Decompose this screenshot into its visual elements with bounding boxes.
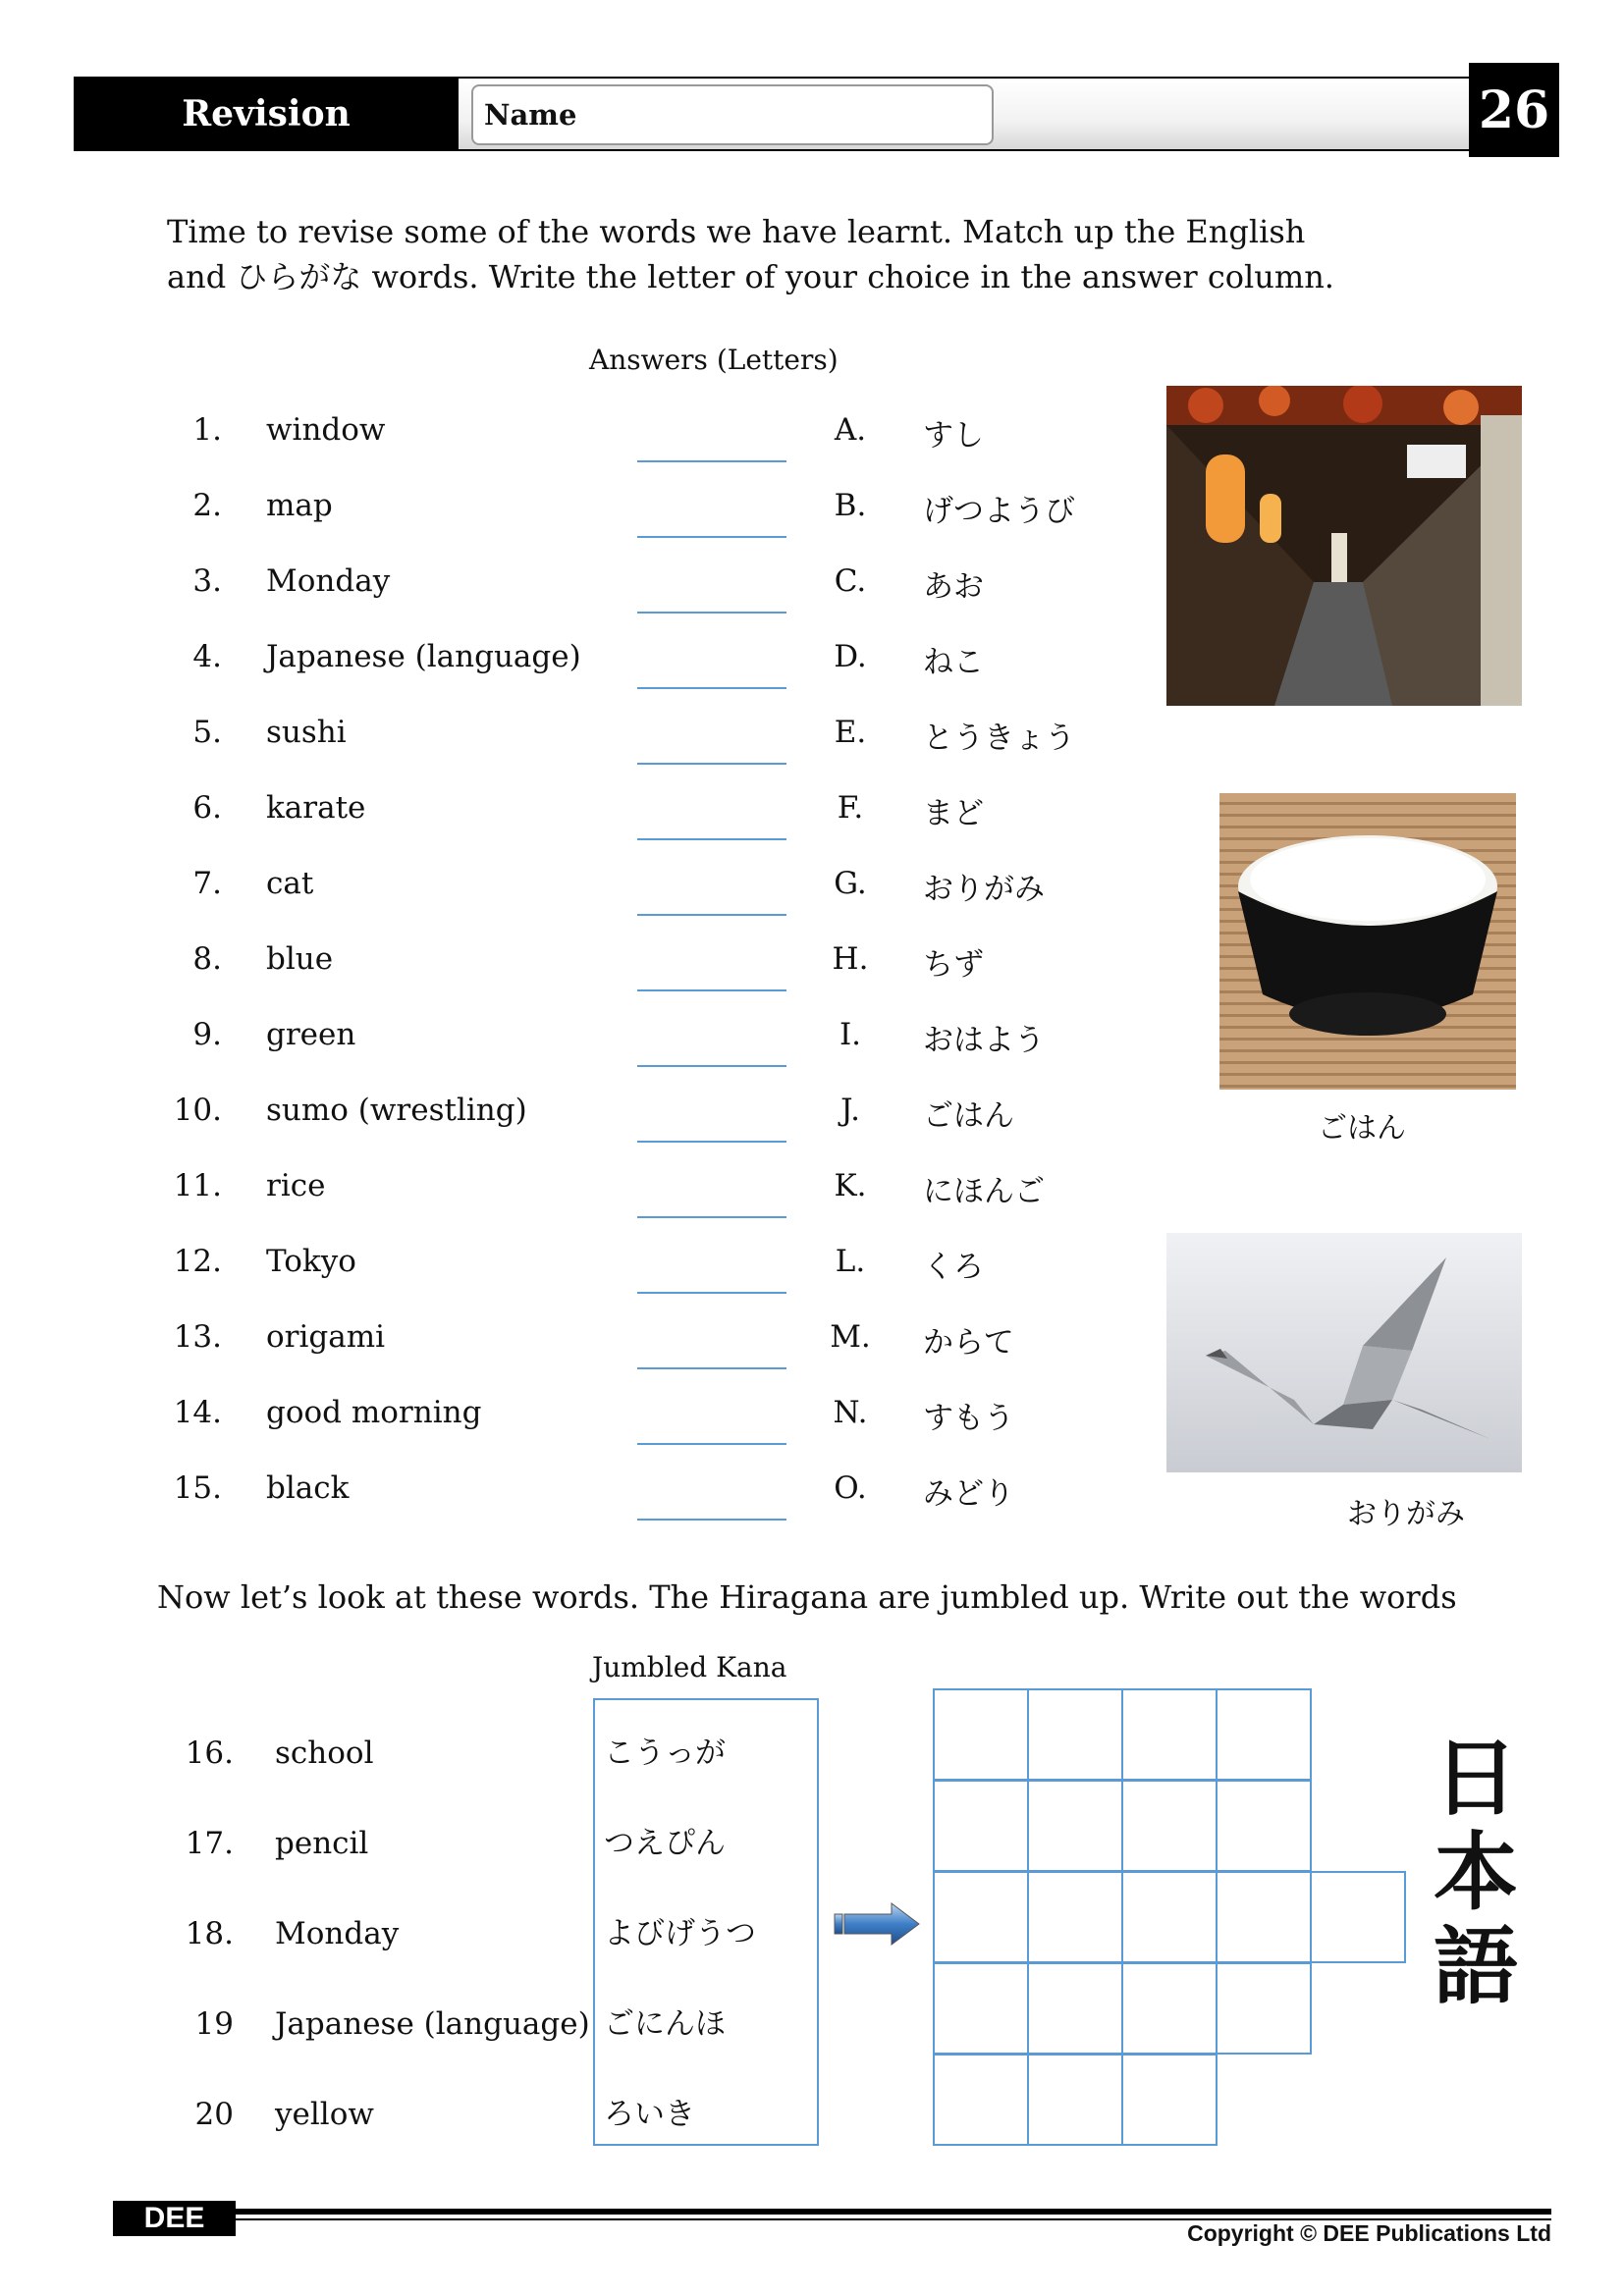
option-letter: M. [830,1319,871,1355]
option-letter: O. [834,1470,867,1506]
option-kana: にほんご [923,1174,1045,1209]
answer-cell[interactable] [1121,1962,1218,2055]
jumbled-kana: ろいき [604,2097,695,2132]
option-kana: とうきょう [923,721,1075,756]
item-number: 9. [192,1017,222,1052]
item-number: 7. [192,866,222,901]
english-word: Monday [275,1916,400,1951]
answer-line[interactable] [637,1367,786,1369]
answer-line[interactable] [637,1443,786,1445]
option-letter: I. [839,1017,862,1052]
answer-cell[interactable] [1027,2054,1123,2146]
answer-line[interactable] [637,1292,786,1294]
answer-cell[interactable] [1121,2054,1218,2146]
footer-rule [236,2209,1551,2215]
option-kana: ごはん [923,1098,1014,1134]
english-word: blue [266,941,334,977]
item-number: 19 [194,2006,234,2042]
kanji-char: 日 [1434,1729,1518,1828]
answer-line[interactable] [637,989,786,991]
english-word: yellow [275,2097,374,2132]
answer-line[interactable] [637,1141,786,1143]
english-word: Japanese (language) [266,639,581,674]
kanji-char: 本 [1434,1823,1518,1922]
intro-line-2: and ひらがな words. Write the letter of your choice in the answer column. [167,258,1334,295]
english-word: black [266,1470,350,1506]
answer-line[interactable] [637,1216,786,1218]
publisher-logo: DEE [113,2201,236,2236]
option-letter: E. [834,715,867,750]
option-kana: おりがみ [923,872,1045,907]
jumbled-kana: こうっが [604,1735,726,1771]
english-word: window [266,412,386,448]
english-word: origami [266,1319,386,1355]
item-number: 6. [192,790,222,826]
answer-cell[interactable] [933,1688,1029,1781]
option-kana: まど [923,796,984,831]
answer-cell[interactable] [1027,1871,1123,1963]
origami-caption: おりがみ [1347,1497,1465,1531]
item-number: 4. [192,639,222,674]
option-kana: すし [923,418,984,454]
english-word: Monday [266,563,391,599]
answer-cell[interactable] [1216,1962,1312,2055]
option-letter: B. [834,488,867,523]
answer-cell[interactable] [1027,1688,1123,1781]
answer-cell[interactable] [933,2054,1029,2146]
answer-cell[interactable] [1121,1780,1218,1872]
english-word: school [275,1735,374,1771]
item-number: 8. [192,941,222,977]
jumbled-kana: ごにんほ [604,2006,726,2042]
header-title: Revision [182,93,351,134]
answer-line[interactable] [637,1065,786,1067]
item-number: 2. [192,488,222,523]
answer-cell[interactable] [1121,1688,1218,1781]
answer-cell[interactable] [1121,1871,1218,1963]
english-word: karate [266,790,366,826]
answer-cell[interactable] [933,1780,1029,1872]
english-word: green [266,1017,356,1052]
answer-cell[interactable] [1027,1962,1123,2055]
jumbled-kana: よびげうつ [604,1916,756,1951]
section2-instruction: Now let’s look at these words. The Hiragana are jumbled up. Write out the words [157,1578,1457,1616]
item-number: 12. [173,1244,222,1279]
option-letter: J. [840,1093,860,1128]
rice-bowl-photo [1219,793,1516,1090]
answer-cell[interactable] [1310,1871,1406,1963]
alley-photo [1166,386,1522,706]
item-number: 3. [192,563,222,599]
origami-crane-photo [1166,1233,1522,1472]
answer-cell[interactable] [1216,1688,1312,1781]
option-letter: H. [832,941,869,977]
option-kana: ちず [923,947,984,983]
arrow-right-icon [833,1899,921,1952]
option-kana: からて [923,1325,1014,1361]
name-label: Name [484,98,577,132]
copyright-text: Copyright © DEE Publications Ltd [1187,2220,1551,2246]
option-letter: F. [837,790,864,826]
answer-line[interactable] [637,763,786,765]
jumbled-heading: Jumbled Kana [592,1651,787,1683]
answer-cell[interactable] [1216,1780,1312,1872]
option-kana: あお [923,569,984,605]
option-letter: G. [834,866,867,901]
answer-line[interactable] [637,1519,786,1521]
english-word: cat [266,866,314,901]
option-letter: N. [833,1395,868,1430]
english-word: good morning [266,1395,482,1430]
option-kana: ねこ [923,645,984,680]
jumbled-kana: つえぴん [604,1826,726,1861]
english-word: Tokyo [266,1244,356,1279]
english-word: sumo (wrestling) [266,1093,527,1128]
kanji-char: 語 [1434,1917,1518,2016]
item-number: 15. [173,1470,222,1506]
answer-line[interactable] [637,536,786,538]
answer-cell[interactable] [1216,1871,1312,1963]
item-number: 13. [173,1319,222,1355]
item-number: 1. [192,412,222,448]
intro-line-1: Time to revise some of the words we have learnt. Match up the English [167,213,1306,250]
item-number: 10. [173,1093,222,1128]
kanji-nihongo [1432,1729,1520,2016]
answer-cell[interactable] [933,1871,1029,1963]
item-number: 14. [173,1395,222,1430]
option-letter: C. [834,563,867,599]
page-number: 26 [1469,63,1559,157]
answer-line[interactable] [637,838,786,840]
answers-heading: Answers (Letters) [589,344,839,376]
answer-line[interactable] [637,460,786,462]
english-word: pencil [275,1826,369,1861]
answer-cell[interactable] [933,1962,1029,2055]
item-number: 11. [173,1168,222,1203]
answer-line[interactable] [637,612,786,614]
option-letter: L. [835,1244,866,1279]
answer-line[interactable] [637,687,786,689]
english-word: Japanese (language) [275,2006,590,2042]
english-word: map [266,488,333,523]
item-number: 16. [185,1735,234,1771]
rice-caption: ごはん [1318,1111,1406,1146]
option-letter: D. [834,639,867,674]
option-kana: げつようび [923,494,1075,529]
option-letter: K. [834,1168,867,1203]
option-kana: くろ [923,1250,984,1285]
item-number: 18. [185,1916,234,1951]
english-word: sushi [266,715,347,750]
english-word: rice [266,1168,326,1203]
option-kana: みどり [923,1476,1014,1512]
option-kana: すもう [923,1401,1014,1436]
item-number: 20 [194,2097,234,2132]
option-letter: A. [834,412,867,448]
answer-cell[interactable] [1027,1780,1123,1872]
item-number: 17. [185,1826,234,1861]
option-kana: おはよう [923,1023,1045,1058]
answer-line[interactable] [637,914,786,916]
item-number: 5. [192,715,222,750]
